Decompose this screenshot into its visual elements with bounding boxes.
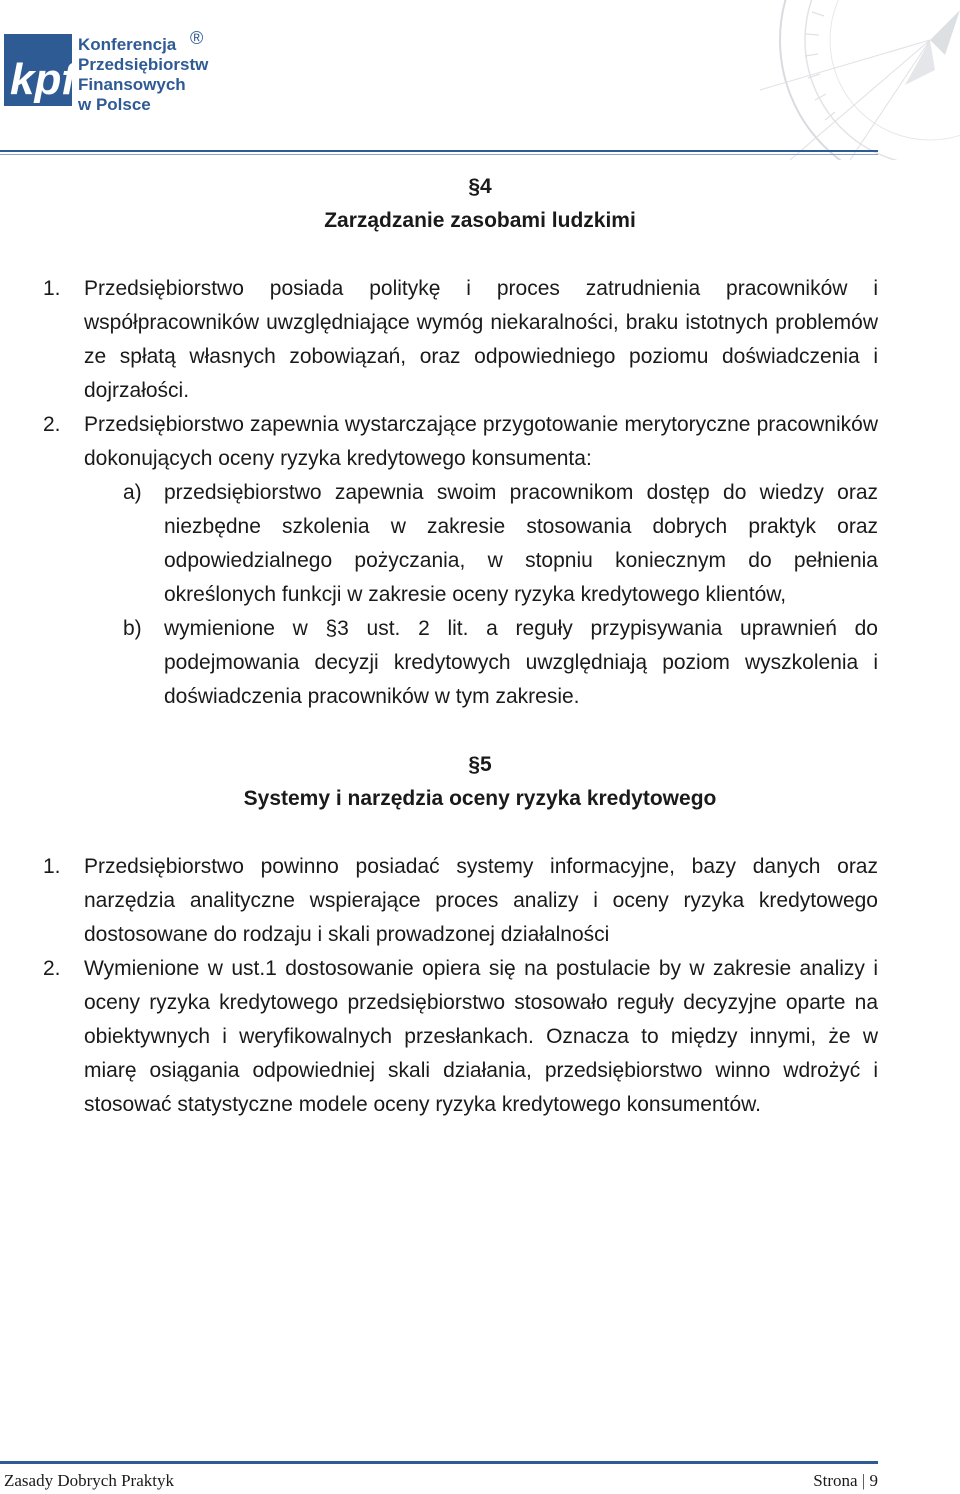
- footer-divider: [0, 1461, 878, 1464]
- compass-decoration-icon: [730, 0, 960, 160]
- kpf-logo: [4, 24, 219, 114]
- item-text: Przedsiębiorstwo powinno posiadać systemy informacyjne, bazy danych oraz narzędzia analityczne wspierające proces analizy i oceny ryzyka kredytowego dostosowane do rodzaju i skali prowadzonej działalności: [84, 855, 878, 946]
- logo-line-1: Konferencja: [78, 35, 177, 54]
- section-number: §4: [468, 175, 492, 198]
- section-title: Systemy i narzędzia oceny ryzyka kredytowego: [243, 787, 717, 810]
- logo-line-2: Przedsiębiorstw: [78, 55, 209, 74]
- page-indicator: [813, 1469, 878, 1493]
- document-body: [0, 170, 960, 1122]
- footer-document-title: Zasady Dobrych Praktyk: [4, 1471, 174, 1490]
- item-text: Przedsiębiorstwo zapewnia wystarczające przygotowanie merytoryczne pracowników dokonujących oceny ryzyka kredytowego konsumenta:: [84, 413, 878, 470]
- item-number: 1.: [43, 277, 61, 300]
- subitem-text: przedsiębiorstwo zapewnia swoim pracownikom dostęp do wiedzy oraz niezbędne szkolenia w zakresie stosowania dobrych praktyk oraz odpowiedzialnego pożyczania, w stopniu koniecznym do pełnienia określonych funkcji w zakresie oceny ryzyka kredytowego klientów,: [164, 481, 878, 606]
- list-item: [0, 272, 960, 408]
- sub-list-item: [0, 612, 960, 714]
- numbered-list: [0, 272, 960, 714]
- list-item: [0, 850, 960, 952]
- sub-list-item: [0, 476, 960, 612]
- subitem-letter: a): [123, 481, 142, 504]
- item-number: 2.: [43, 957, 61, 980]
- item-text: Przedsiębiorstwo posiada politykę i proces zatrudnienia pracowników i współpracowników uwzględniające wymóg niekaralności, braku istotnych problemów ze spłatą własnych zobowiązań, oraz odpowiedniego poziomu doświadczenia i dojrzałości.: [84, 277, 878, 402]
- item-text: Wymienione w ust.1 dostosowanie opiera się na postulacie by w zakresie analizy i oceny ryzyka kredytowego przedsiębiorstwo stosowało reguły decyzyjne oparte na obiektywnych i weryfikowalnych przesłankach. Oznacza to między innymi, że w miarę osiągania odpowiedniej skali działania, przedsiębiorstwo winno wdrożyć i stosować statystyczne modele oceny ryzyka kredytowego konsumentów.: [84, 957, 878, 1116]
- header-divider: [0, 150, 878, 152]
- page-header: [0, 0, 960, 160]
- logo-line-3: Finansowych: [78, 75, 186, 94]
- item-number: 1.: [43, 855, 61, 878]
- list-item: [0, 408, 960, 476]
- subitem-text: wymienione w §3 ust. 2 lit. a reguły przypisywania uprawnień do podejmowania decyzji kredytowych uwzględniają poziom wyszkolenia i doświadczenia pracowników w tym zakresie.: [164, 617, 878, 708]
- header-divider-thin: [0, 154, 878, 155]
- list-item: [0, 952, 960, 1122]
- section-number: §5: [468, 753, 492, 776]
- registered-mark: ®: [190, 28, 204, 48]
- section-title: Zarządzanie zasobami ludzkimi: [324, 209, 636, 232]
- section-4: [0, 170, 960, 714]
- logo-mark: kpf: [10, 55, 76, 104]
- numbered-list: [0, 850, 960, 1122]
- logo-line-4: w Polsce: [78, 95, 151, 114]
- subitem-letter: b): [123, 617, 142, 640]
- page-label: Strona: [813, 1471, 858, 1490]
- section-5: [0, 748, 960, 1122]
- footer-separator: |: [861, 1471, 866, 1490]
- item-number: 2.: [43, 413, 61, 436]
- page-number: 9: [869, 1471, 878, 1490]
